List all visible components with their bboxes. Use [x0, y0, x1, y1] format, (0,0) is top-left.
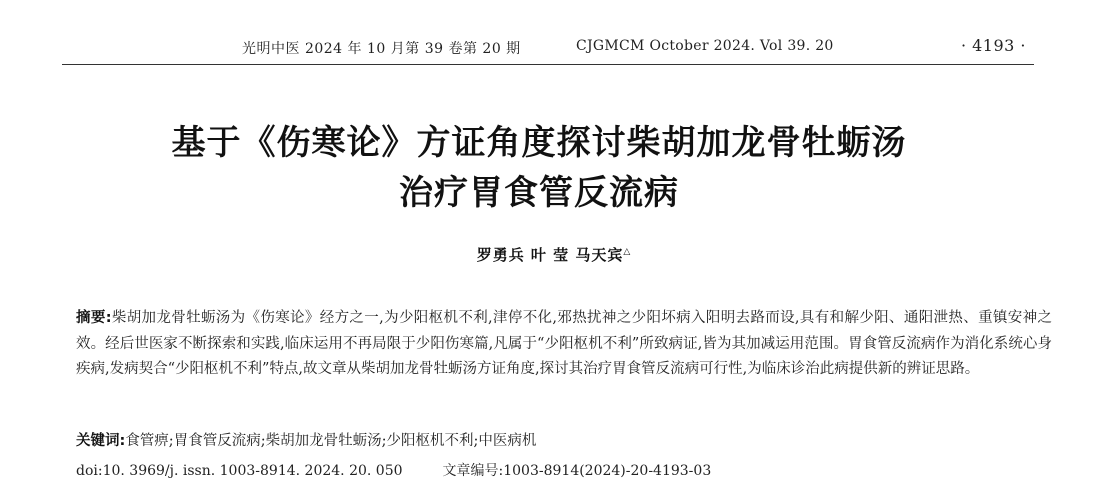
author-list [0, 244, 1108, 265]
corresponding-author-mark: △ [623, 247, 632, 257]
abstract-text: 柴胡加龙骨牡蛎汤为《伤寒论》经方之一,为少阳枢机不利,津停不化,邪热扰神之少阳坏病入阳明去路而设,具有和解少阳、通阳泄热、重镇安神之效。经后世医家不断探索和实践,临床运用不再局限于少阳伤寒篇,凡属于“少阳枢机不利”所致病证,皆为其加减运用范围。胃食管反流病作为消化系统心身疾病,发病契合“少阳枢机不利”特点,故文章从柴胡加龙骨牡蛎汤方证角度,探讨其治疗胃食管反流病可行性,为临床诊治此病提供新的辨证思路。 [76, 310, 1052, 377]
abstract-label: 摘要: [76, 310, 112, 326]
doi[interactable]: doi:10. 3969/j. issn. 1003-8914. 2024. 20. 050 [76, 463, 403, 479]
header-rule [62, 64, 1034, 65]
keywords-text: 食管痹;胃食管反流病;柴胡加龙骨牡蛎汤;少阳枢机不利;中医病机 [125, 433, 537, 449]
journal-name-cn: 光明中医 2024 年 10 月第 39 卷第 20 期 [242, 41, 521, 57]
keywords [76, 430, 1052, 452]
abstract [76, 306, 1052, 383]
keywords-label: 关键词: [76, 433, 126, 449]
journal-header [60, 36, 1050, 60]
article-number: 文章编号:1003-8914(2024)-20-4193-03 [442, 463, 712, 479]
page-number: · 4193 · [960, 36, 1026, 55]
title-line-2: 治疗胃食管反流病 [399, 173, 679, 213]
author-names: 罗勇兵 叶 莹 马天宾 [476, 246, 624, 264]
title-line-1: 基于《伤寒论》方证角度探讨柴胡加龙骨牡蛎汤 [171, 123, 907, 163]
journal-name-en: CJGMCM October 2024. Vol 39. 20 [576, 38, 834, 54]
doi-line [76, 460, 1052, 482]
article-title [0, 118, 1078, 218]
